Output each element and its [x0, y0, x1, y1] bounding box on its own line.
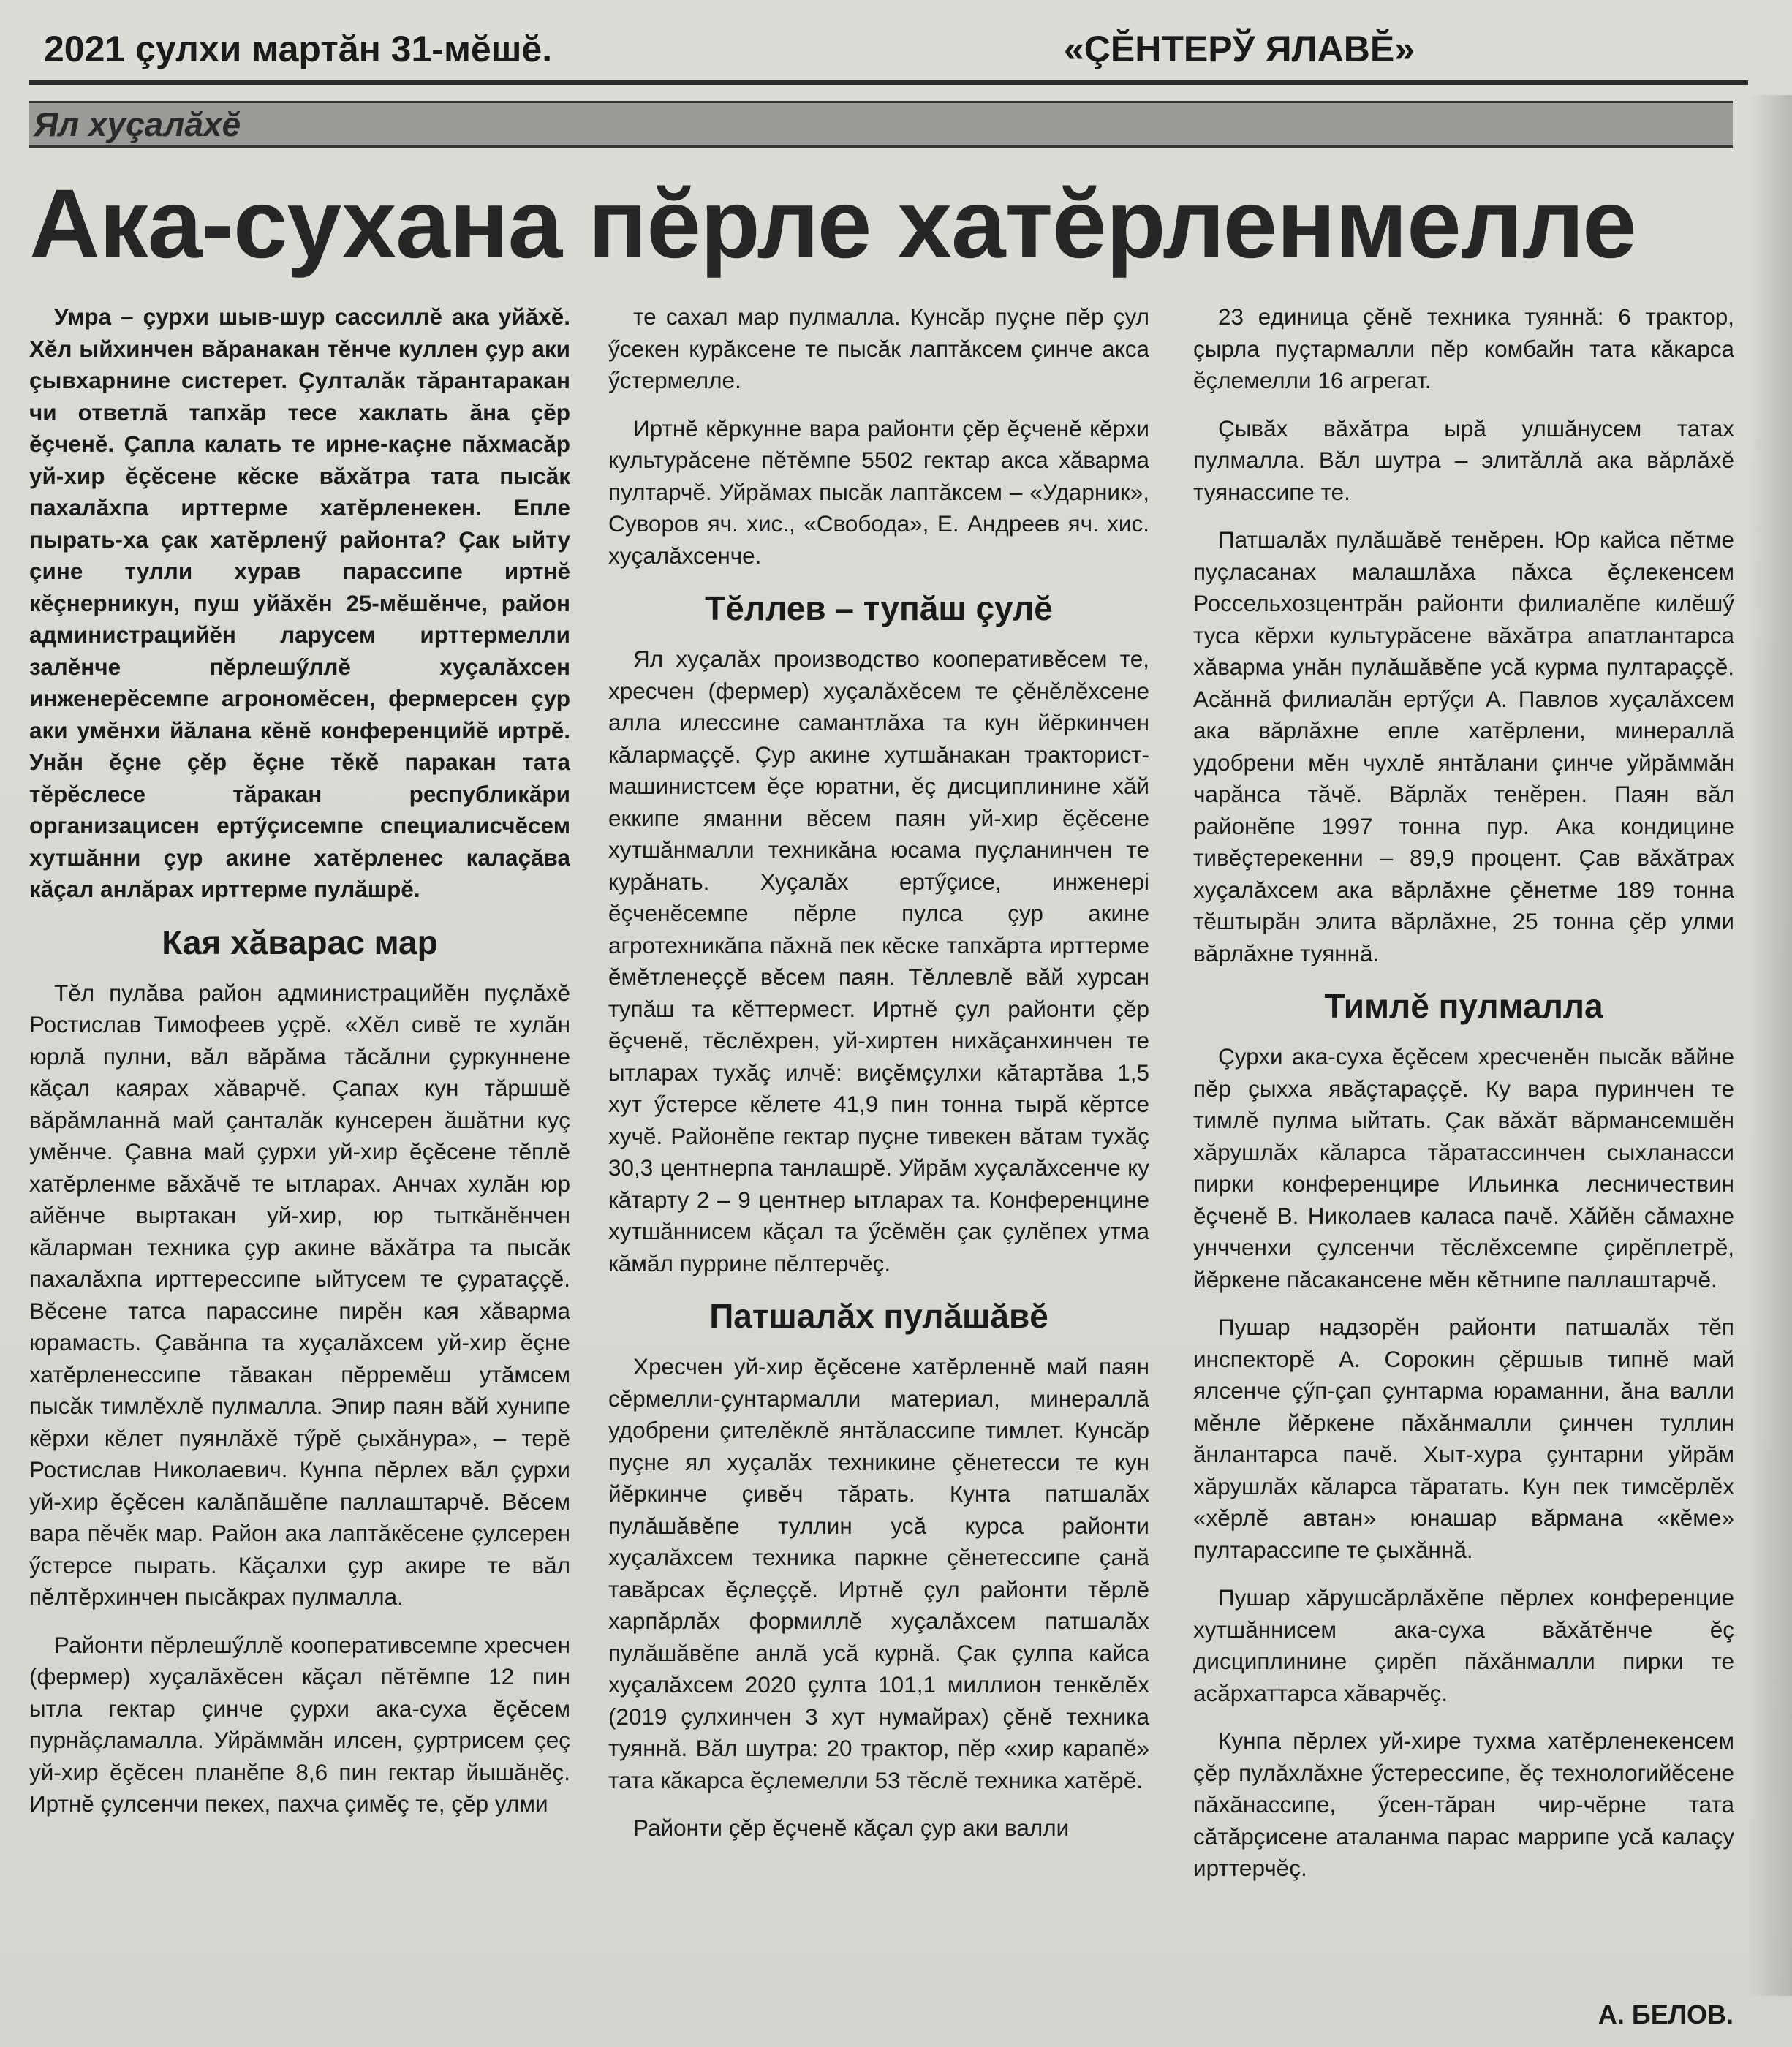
paragraph: Кунпа пĕрлех уй-хире тухма хатĕрленекенсем çĕр пулăхлăхне ӳстерессипе, ĕç технологийĕсене пăхăнассипе, ӳсен-тăран чир-чĕрне тата сăтăрçисене аталанма парас маррипе усă калаçу ирттерчĕç. — [1193, 1728, 1734, 1881]
subheading-kaya: Кая хăварас мар — [162, 923, 438, 961]
paragraph: Çывăх вăхăтра ырă улшăнусем татах пулмалла. Вăл шутра – элитăллă ака вăрлăхĕ туянассипе те. — [1193, 415, 1734, 505]
paragraph: 23 единица çĕнĕ техника туяннă: 6 трактор, çырла пуçтармалли пĕр комбайн тата кăкарса ĕçлемелли 16 агрегат. — [1193, 303, 1734, 393]
section-bar — [29, 101, 1733, 148]
subheading-tellev: Тĕллев – тупăш çулĕ — [705, 589, 1053, 627]
subheading-patshalakh: Патшалăх пулăшăвĕ — [709, 1297, 1048, 1335]
article-headline: Ака-сухана пĕрле хатĕрленмелле — [29, 170, 1636, 279]
subheading-timle: Тимлĕ пулмалла — [1324, 987, 1603, 1025]
page-edge-shadow — [1748, 95, 1792, 1996]
paragraph: Хресчен уй-хир ĕçĕсене хатĕрленнĕ май паян сĕрмелли-çунтармалли материал, минераллă удобрени çителĕклĕ янтăлассипе тимлет. Кунсăр пуçне ял хуçалăх техникине çĕнетесси те кун йĕркинче çивĕч тăрать. Кунта патшалăх пулăшăвĕпе туллин усă курса районти хуçалăхсем техника паркне çĕнетессипе çанă тавăрсах ĕçлеççĕ. Иртнĕ çул районти тĕрлĕ харпăрлăх формиллĕ хуçалăхсем патшалăх пулăшăвĕпе анлă усă курнă. Çак çулпа кайса хуçалăхсем 2020 çулта 101,1 миллион тенкĕлĕх (2019 çулхинчен 3 хут нумайрах) çĕнĕ техника туяннă. Вăл шутра: 20 трактор, пĕр «хир карапĕ» тата кăкарса ĕçлемелли 53 тĕслĕ техника хатĕрĕ. — [608, 1353, 1149, 1793]
issue-date: 2021 çулхи мартăн 31-мĕшĕ. — [44, 29, 553, 69]
article-column-2 — [608, 301, 1149, 1997]
header-rule — [29, 80, 1748, 85]
paragraph: те сахал мар пулмалла. Кунсăр пуçне пĕр çул ӳсекен курăксене те пысăк лаптăксем çинче акса ӳстермелле. — [608, 303, 1149, 393]
paragraph: Районти пĕрлешӳллĕ кооперативсемпе хресчен (фермер) хуçалăхĕсен кăçал пĕтĕмпе 12 пин ытла гектар çинче çурхи ака-суха ĕçĕсем пурнăçламалла. Уйрăммăн илсен, çуртрисем çеç уй-хир ĕçĕсен планĕпе 8,6 пин гектар йышăнĕç. Иртнĕ çулсенчи пекех, пахча çимĕç те, çĕр улми — [29, 1631, 570, 1817]
paragraph: Иртнĕ кĕркунне вара районти çĕр ĕçченĕ кĕрхи культурăсене пĕтĕмпе 5502 гектар акса хăварма пултарчĕ. Уйрăмах пысăк лаптăксем – «Ударник», Суворов яч. хис., «Свобода», Е. Андреев яч. хис. хуçалăхсенче. — [608, 415, 1149, 569]
paragraph: Пушар надзорĕн районти патшалăх тĕп инспекторĕ А. Сорокин çĕршыв типнĕ май ялсенче çӳп-çап çунтарма юраманни, ăна валли мĕнле йĕркене пăхăнмалли çинчен туллин ăнлантарса пачĕ. Хыт-хура çунтарни уйрăм хăрушлăх кăларса тăратать. Кун пек тимсĕрлĕх «хĕрлĕ автан» юнашар вăрмана «кĕме» пултарассипе те çыхăннă. — [1193, 1314, 1734, 1563]
article-author: А. БЕЛОВ. — [1598, 1999, 1734, 2029]
article-column-3 — [1193, 301, 1734, 1997]
article-lead: Умра – çурхи шыв-шур сассиллĕ ака уйăхĕ. Хĕл ыйхинчен вăранакан тĕнче куллен çур аки çывхарнине систерет. Çулталăк тăрантаракан чи ответлă тапхăр тесе хаклать ăна çĕр ĕçченĕ. Çапла калать те ирне-каçне пăхмасăр уй-хир ĕçĕсене кĕске вăхăтра тата пысăк пахалăхпа ирттерме хатĕрленекен. Епле пырать-ха çак хатĕрленӳ районта? Çак ыйту çине тулли хурав парассипе иртнĕ кĕçнерникун, пуш уйăхĕн 25-мĕшĕнче, район администрацийĕн ларусем ирттермелли залĕнче пĕрлешӳллĕ хуçалăхсен инженерĕсемпе агрономĕсен, фермерсен çур аки умĕнхи йăлана кĕнĕ конференцийĕ иртрĕ. Унăн ĕçне çĕр ĕçне тĕкĕ паракан тата тĕрĕслесе тăракан республикăри организацисен ертӳçисемпе специалисчĕсем хутшăнни çур акине хатĕрленес калаçăва кăçал анлăрах ирттерме пулăшрĕ. — [29, 303, 570, 902]
paragraph: Патшалăх пулăшăвĕ тенĕрен. Юр кайса пĕтме пуçласанах малашлăха пăхса ĕçлекенсем Россельхозцентрăн районти филиалĕпе килĕшӳ туса кĕрхи культурăсене вăхăтра апатлантарса хăварма унăн пулăшăвĕпе усă курма пултараççĕ. Асăннă филиалăн ертӳçи А. Павлов хуçалăхсем ака вăрлăхне епле хатĕрлени, минераллă удобрени мĕн чухлĕ янтăлани çинче уйрăммăн чарăнса тăчĕ. Вăрлăх тенĕрен. Паян вăл районĕпе 1997 тонна пур. Ака кондицине тивĕçтерекенни – 89,9 процент. Çав вăхăтрах хуçалăхсем ака вăрлăхне çĕнетме 189 тонна тĕштырăн элита вăрлăхне, 25 тонна çĕр улми вăрлăхне туяннă. — [1193, 526, 1734, 966]
section-label: Ял хуçалăхĕ — [34, 105, 241, 143]
paragraph: Çурхи ака-суха ĕçĕсем хресченĕн пысăк вăйне пĕр çыхха явăçтараççĕ. Ку вара пуринчен те тимлĕ пулма ыйтать. Çак вăхăт вăрмансемшĕн хăрушлăх кăларса тăратассинчен сыхланасси пирки конференцире Ильинка лесничествин ĕçченĕ В. Николаев каласа пачĕ. Хăйĕн сăмахне унчченхи çулсенчи тĕслĕхсемпе çирĕплетрĕ, йĕркене пăсакансене мĕн кĕтнипе паллаштарчĕ. — [1193, 1043, 1734, 1293]
paragraph: Районти çĕр ĕçченĕ кăçал çур аки валли — [633, 1815, 1070, 1841]
newspaper-name: «ÇĔНТЕРЎ ЯЛАВĔ» — [1064, 29, 1415, 69]
page-header — [37, 22, 1748, 73]
article-column-1 — [29, 301, 570, 1997]
paragraph: Тĕл пулăва район администрацийĕн пуçлăхĕ Ростислав Тимофеев уçрĕ. «Хĕл сивĕ те хулăн юрлă пулни, вăл вăрăма тăсăлни çуркуннене кăçал каярах хăварчĕ. Çапах кун тăршшĕ вăрăмланнă май çанталăк кунсерен ăшăтни куç умĕнче. Çавна май çурхи уй-хир ĕçĕсене тĕплĕ хатĕрленме вăхăчĕ те ытларах. Анчах хулăн юр айĕнче выртакан уй-хир, юр тыткăнĕнчен кăларман техника çур акине вăхăтра та пысăк пахалăхпа ирттерессипе ыйтусем те çуратаççĕ. Вĕсене татса парассине пирĕн кая хăварма юрамасть. Çавăнпа та хуçалăхсем уй-хир ĕçне хатĕрленессипе тăвакан пĕрремĕш утăмсем пысăк тимлĕхлĕ пулмалла. Эпир паян вăй хунипе кĕрхи кĕлет пуянлăхĕ тӳрĕ çыхăнура», – терĕ Ростислав Николаевич. Кунпа пĕрлех вăл çурхи уй-хир ĕçĕсен калăпăшĕпе паллаштарчĕ. Вĕсем вара пĕчĕк мар. Район ака лаптăкĕсене çулсерен ӳстерсе пырать. Кăçалхи çур акире те вăл пĕлтĕрхинчен пысăкрах пулмалла. — [29, 979, 570, 1610]
paragraph: Ял хуçалăх производство кооперативĕсем те, хресчен (фермер) хуçалăхĕсем те çĕнĕлĕхсене алла илессине самантлăха та кун йĕркинчен кăлармаççĕ. Çур акине хутшăнакан тракторист-машинистсем ĕçе юратни, ĕç дисциплинине хăй еккипе яманни вĕсем паян уй-хир ĕçĕсене хутшăнмалли техникăна юсама пуçланинчен те курăнать. Хуçалăх ертӳçисе, инженерi ĕçченĕсемпе пĕрле пулса çур акине агротехникăпа пăхнă пек кĕске тапхăрта ирттерме ĕмĕтленеççĕ вĕсем паян. Тĕллевлĕ вăй хурсан тупăш та кĕттермест. Иртнĕ çул районти çĕр ĕçченĕ, тĕслĕхрен, уй-хиртен нихăçанхинчен те ытларах тухăç илчĕ: виçĕмçулхи кăтартăва 1,5 хут ӳстерсе кĕлете 41,9 пин тонна тырă кĕртсе хучĕ. Районĕпе гектар пуçне тивекен вăтам тухăç 30,3 центнерпа танлашрĕ. Уйрăм хуçалăхсенче ку кăтарту 2 – 9 центнер ытларах та. Конференцине хутшăннисем кăçал та ӳсĕмĕн çак çулĕпех утма кăмăл пуррине пĕлтерчĕç. — [608, 646, 1149, 1276]
paragraph: Пушар хăрушсăрлăхĕпе пĕрлех конференцие хутшăннисем ака-суха вăхăтĕнче ĕç дисциплинине çирĕп пăхăнмалли пирки те асăрхаттарса хăварчĕç. — [1193, 1584, 1734, 1706]
